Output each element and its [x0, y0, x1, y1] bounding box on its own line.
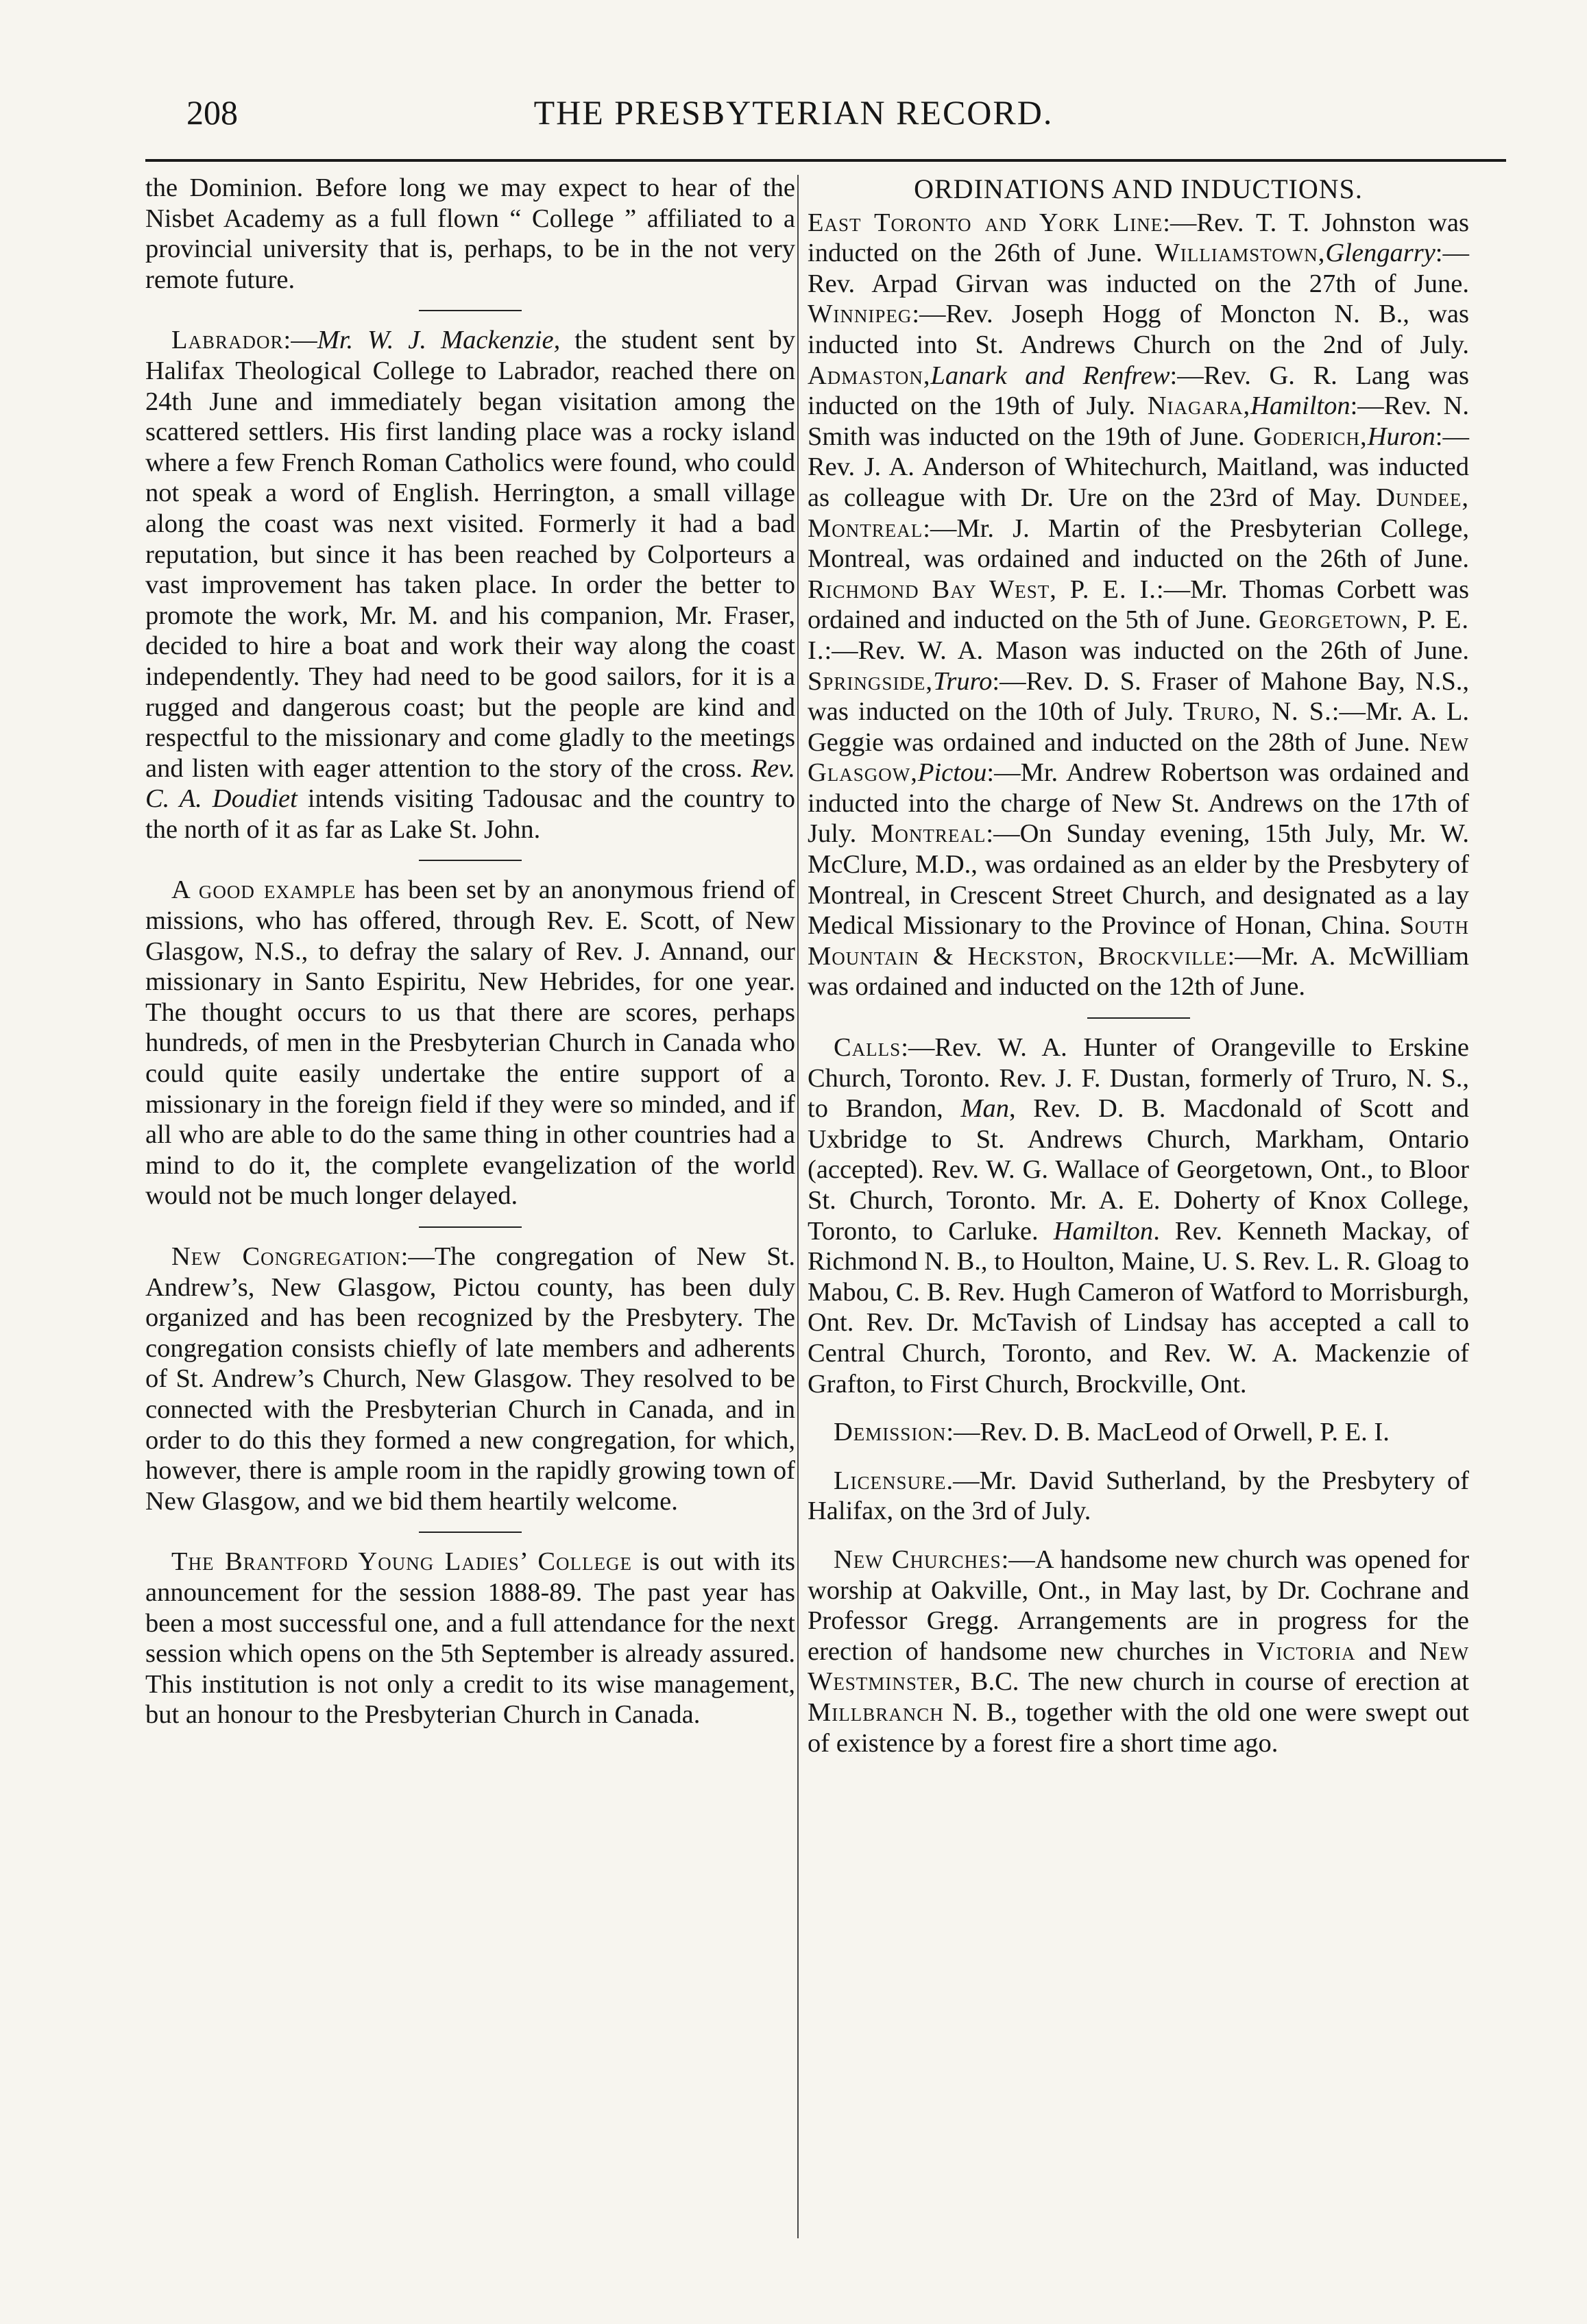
- ordination-text: :—On Sunday evening, 15th July, Mr. W. McClure, M.D., was ordained as an elder by the Presbytery of Montreal, in Crescent Street Church, and designated as a lay Medical Missionary to the Province of Honan, China.: [808, 819, 1469, 941]
- calls-italic-1: Man: [960, 1094, 1010, 1124]
- paragraph-brantford: [145, 1547, 795, 1730]
- ordination-text: :—Rev. G. R. Lang was inducted on the 19th of July.: [808, 361, 1469, 421]
- lead-new-congregation: New Congregation: [171, 1242, 401, 1271]
- labrador-name: Mr. W. J. Mackenzie,: [317, 326, 561, 355]
- lead-demission: Demission: [834, 1418, 947, 1447]
- ordinations-heading: ORDINATIONS AND INDUCTIONS.: [914, 173, 1363, 204]
- section-separator: [419, 1532, 522, 1533]
- ordination-place: Montreal: [871, 819, 986, 849]
- lead-calls: Calls: [834, 1033, 901, 1063]
- ordination-place: Niagara,: [1147, 391, 1251, 421]
- paragraph-new-congregation: [145, 1242, 795, 1516]
- ordination-text: :—Rev. N. Smith was inducted on the 19th of June.: [808, 391, 1469, 451]
- new-congregation-body: :—The congregation of New St. Andrew’s, New Glasgow, Pictou county, has been duly organized and has been recognized by the Presbytery. The congregation consists chiefly of late members and adherents of St. Andrew’s Church, New Glasgow. They resolved to be connected with the Presbyterian Church in Canada, and in order to do this they formed a new congregation, for which, however, there is ample room in the rapidly growing town of New Glasgow, and we bid them heartily welcome.: [145, 1242, 795, 1516]
- ordination-county: Huron: [1367, 422, 1435, 451]
- labrador-sep: :—: [283, 326, 317, 355]
- ordination-place: Goderich,: [1253, 422, 1368, 451]
- ordination-entry: [808, 300, 1469, 359]
- page-number: 208: [186, 93, 238, 132]
- churches-text-2: and: [1355, 1636, 1420, 1666]
- section-separator: [1087, 1017, 1190, 1019]
- section-separator: [419, 310, 522, 311]
- paragraph-labrador: [145, 325, 795, 845]
- ordination-text: :—Rev. W. A. Mason was inducted on the 26th of June.: [824, 636, 1469, 665]
- ordination-text: :—Mr. A. McWilliam was ordained and inducted on the 12th of June.: [808, 941, 1469, 1002]
- right-column: [808, 173, 1469, 1758]
- calls-text-1: :—Rev. W. A. Hunter of Orangeville to Erskine Church, Toronto. Rev. J. F. Dustan, formerly of Truro, N. S., to Brandon,: [808, 1033, 1469, 1124]
- churches-text-4: N. B., together with the old one were swept out of existence by a forest fire a short time ago.: [808, 1697, 1469, 1758]
- ordination-text: :—Rev. T. T. Johnston was inducted on the 26th of June.: [808, 208, 1469, 268]
- ordination-county: Pictou: [917, 758, 987, 788]
- lead-labrador: Labrador: [171, 326, 284, 355]
- calls-italic-2: Hamilton: [1053, 1216, 1154, 1246]
- ordination-text: :—Rev. Joseph Hogg of Moncton N. B., was inducted into St. Andrews Church on the 2nd of July.: [808, 300, 1469, 359]
- header-rule: [145, 159, 1506, 162]
- paragraph-demission: [808, 1417, 1469, 1448]
- demission-body: :—Rev. D. B. MacLeod of Orwell, P. E. I.: [946, 1418, 1390, 1447]
- running-title: THE PRESBYTERIAN RECORD.: [533, 93, 1054, 132]
- left-column: [145, 173, 795, 1730]
- brantford-body: is out with its announcement for the session 1888-89. The past year has been a most successful one, and a full attendance for the next session which opens on the 5th September is already assured. This institution is not only a credit to its wise management, but an honour to the Presbyterian Church in Canada.: [145, 1547, 795, 1730]
- paragraph-licensure: [808, 1466, 1469, 1527]
- ordination-text: :—Mr. Andrew Robertson was ordained and inducted into the charge of New St. Andrews on the 17th of July.: [808, 758, 1469, 849]
- ordination-place: Williamstown,: [1154, 239, 1326, 268]
- paragraph-new-churches: [808, 1545, 1469, 1758]
- ordination-text: :—Mr. Thomas Corbett was ordained and inducted on the 5th of June.: [808, 574, 1469, 635]
- ordination-place: Georgetown, P. E. I.: [808, 605, 1469, 665]
- churches-text-3: , B.C. The new church in course of erection at: [954, 1667, 1469, 1697]
- ordination-place: Admaston,: [808, 361, 931, 390]
- calls-text-3: . Rev. Kenneth Mackay, of Richmond N. B., to Houlton, Maine, U. S. Rev. L. R. Gloag to Mabou, C. B. Rev. Hugh Cameron of Watford to Morrisburgh, Ont. Rev. Dr. McTavish of Lindsay has accepted a call to Central Church, Toronto, and Rev. W. A. Mackenzie of Grafton, to First Church, Brockville, Ont.: [808, 1216, 1469, 1399]
- ordination-place: East Toronto and York Line: [808, 208, 1163, 237]
- ordination-place: Dundee, Montreal: [808, 483, 1469, 543]
- churches-place-victoria: Victoria: [1256, 1636, 1356, 1666]
- section-separator: [419, 1226, 522, 1228]
- ordination-text: :—Mr. J. Martin of the Presbyterian College, Montreal, was ordained and inducted on the 26th of June.: [808, 513, 1469, 574]
- churches-place-millbranch: Millbranch: [808, 1697, 944, 1727]
- ordination-text: :—Rev. J. A. Anderson of Whitechurch, Maitland, was inducted as colleague with Dr. Ure on the 23rd of May.: [808, 422, 1469, 512]
- ordination-place: Richmond Bay West, P. E. I.: [808, 574, 1156, 604]
- calls-text-2: , Rev. D. B. Macdonald of Scott and Uxbridge to St. Andrews Church, Markham, Ontario (accepted). Rev. W. G. Wallace of Georgetown, Ont., to Bloor St. Church, Toronto. Mr. A. E. Doherty of Knox College, Toronto, to Carluke.: [808, 1094, 1469, 1246]
- paragraph-calls: [808, 1032, 1469, 1399]
- ordination-county: Lanark and Renfrew: [930, 361, 1170, 390]
- ordination-county: Glengarry: [1325, 239, 1435, 268]
- section-separator: [419, 860, 522, 861]
- good-example-body: has been set by an anonymous friend of missions, who has offered, through Rev. E. Scott, of New Glasgow, N.S., to defray the salary of Rev. J. Annand, our missionary in Santo Espiritu, New Hebrides, for one year. The thought occurs to us that there are scores, perhaps hundreds, of men in the Presbyterian Church in Canada who could quite easily undertake the entire support of a missionary in the foreign field if they were so minded, and if all who are able to do the same thing in other countries had a mind to do it, the complete evangelization of the world would not be much longer delayed.: [145, 875, 795, 1211]
- ordination-place: South Mountain & Heckston, Brockville: [808, 911, 1470, 971]
- labrador-body-1: the student sent by Halifax Theological College to Labrador, reached there on 24th June and immediately began visitation among the scattered settlers. His first landing place was a rocky island where a few French Roman Catholics were found, who could not speak a word of English. Herrington, a small village along the coast was next visited. Formerly it had a bad reputation, but since it has been reached by Colporteurs a vast improvement has taken place. In order the better to promote the work, Mr. M. and his companion, Mr. Fraser, decided to hire a boat and work their way along the coast independently. They had need to be good sailors, for it is a rugged and dangerous coast; but the people are kind and respectful to the missionary and come gladly to the meetings and listen with eager attention to the story of the cross.: [145, 326, 795, 783]
- labrador-body-2: intends visiting Tadousac and the country to the north of it as far as Lake St. John.: [145, 784, 795, 844]
- ordination-place: New Glasgow,: [808, 727, 1470, 788]
- ordination-entry: [808, 819, 1469, 940]
- paragraph-dominion: the Dominion. Before long we may expect to hear of the Nisbet Academy as a full flown “ College ” affiliated to a provincial university that is, perhaps, to be in the not very remote future.: [145, 173, 795, 294]
- ordination-text: :—Rev. Arpad Girvan was inducted on the 27th of June.: [808, 239, 1469, 298]
- ordination-county: Hamilton: [1250, 391, 1350, 421]
- licensure-body: .—Mr. David Sutherland, by the Presbytery of Halifax, on the 3rd of July.: [808, 1466, 1469, 1526]
- ordination-text: :—Rev. D. S. Fraser of Mahone Bay, N.S., was inducted on the 10th of July.: [808, 666, 1469, 727]
- lead-licensure: Licensure: [834, 1466, 947, 1495]
- paragraph-ordinations: [808, 208, 1469, 1002]
- lead-new-churches: New Churches: [834, 1545, 1002, 1574]
- churches-text-1: :—A handsome new church was opened for worship at Oakville, Ont., in May last, by Dr. Cochrane and Professor Gregg. Arrangements are in progress for the erection of handsome new churches in: [808, 1545, 1470, 1666]
- ordination-place: Winnipeg: [808, 300, 912, 329]
- churches-place-westminster: New Westminster: [808, 1636, 1469, 1697]
- labrador-name-2: Rev. C. A. Doudiet: [145, 753, 795, 814]
- ordination-county: Truro: [933, 666, 993, 696]
- ordination-text: :—Mr. A. L. Geggie was ordained and inducted on the 28th of June.: [808, 697, 1470, 757]
- lead-good-example: A good example: [171, 875, 356, 905]
- ordination-place: Springside,: [808, 666, 934, 696]
- ordination-place: Truro, N. S.: [1183, 697, 1332, 727]
- lead-brantford: The Brantford Young Ladies’ College: [171, 1547, 632, 1577]
- column-divider: [797, 175, 799, 2238]
- paragraph-good-example: [145, 875, 795, 1211]
